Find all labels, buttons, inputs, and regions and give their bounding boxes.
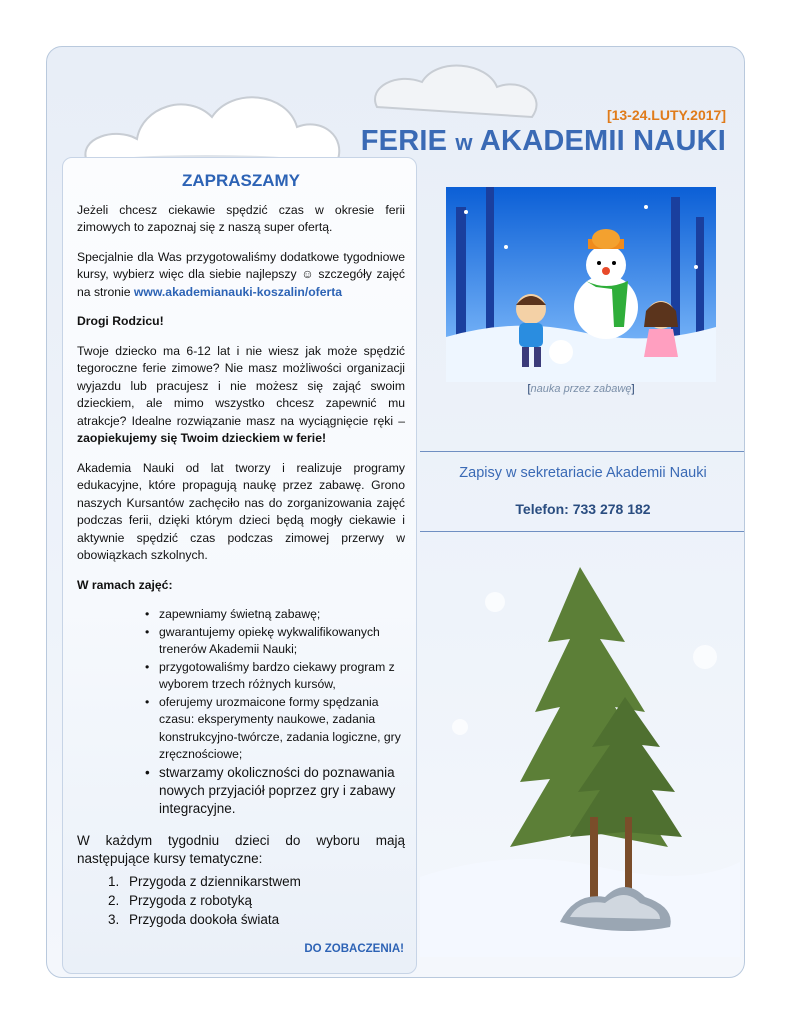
special-text: Specjalnie dla Was przygotowaliśmy dodatkowe tygodniowe kursy, wybierz więc dla siebie najlepszy ☺ szczegóły zajęć na stronie www.akademianauki-koszalin/oferta (77, 249, 405, 299)
activities-list (77, 606, 405, 818)
divider-bottom (420, 531, 745, 532)
list-item: 1. Przygoda z dziennikarstwem (123, 872, 405, 891)
divider-top (420, 451, 745, 452)
w-ramach-heading: W ramach zajęć: (77, 577, 173, 592)
image-caption: [nauka przez zabawę] (527, 383, 635, 395)
left-column (62, 157, 417, 974)
list-item: • zapewniamy świetną zabawę; (159, 606, 405, 624)
dear-parent: Drogi Rodzicu! (77, 314, 164, 328)
weekly-courses-text: W każdym tygodniu dzieci do wyboru mają następujące kursy tematyczne: (77, 832, 405, 866)
paragraph-1: Twoje dziecko ma 6-12 lat i nie wiesz jak może spędzić tegoroczne ferie zimowe? Nie masz możliwości organizacji wyjazdu lub pracujesz i nie możesz się zająć swoim dzieckiem, ale mimo wszystko chcesz zapewnić mu atrakcje? Idealne rozwiązanie masz na wyciągnięcie ręki – zaopiekujemy się Twoim dzieckiem w ferie! (77, 343, 405, 445)
list-item: • przygotowaliśmy bardzo ciekawy program z wyborem trzech różnych kursów, (159, 659, 405, 694)
closing-text: DO ZOBACZENIA! (304, 943, 404, 955)
list-item: 3. Przygoda dookoła świata (123, 910, 405, 929)
signup-text: Zapisy w sekretariacie Akademii Nauki (459, 465, 707, 481)
courses-list (77, 872, 405, 929)
list-item: • stwarzamy okoliczności do poznawania nowych przyjaciół poprzez gry i zabawy integracyjne. (159, 764, 405, 818)
list-item: • oferujemy urozmaicone formy spędzania czasu: eksperymenty naukowe, zadania konstrukcyjno-twórcze, zadania logiczne, gry zręcznościowe; (159, 694, 405, 764)
snowman-kids-image (446, 187, 716, 382)
pine-trees-illustration (420, 547, 740, 957)
offer-link[interactable]: www.akademianauki-koszalin/oferta (133, 284, 343, 299)
paragraph-2: Akademia Nauki od lat tworzy i realizuje programy edukacyjne, które propagują naukę przez zabawę. Grono naszych Kursantów zachęciło nas do zorganizowania zajęć podczas ferii, dzięki którym dzieci będą mogły ciekawie i aktywnie spędzić czas podczas zimowej przerwy w obowiązkach szkolnych. (77, 460, 405, 562)
page-frame (46, 46, 745, 978)
heading-zapraszamy: ZAPRASZAMY (181, 171, 301, 190)
list-item: 2. Przygoda z robotyką (123, 891, 405, 910)
page-title: FERIE w AKADEMII NAUKI (360, 125, 726, 157)
phone-number: Telefon: 733 278 182 (515, 501, 651, 517)
list-item: • gwarantujemy opiekę wykwalifikowanych trenerów Akademii Nauki; (159, 624, 405, 659)
intro-text: Jeżeli chcesz ciekawie spędzić czas w okresie ferii zimowych to zapoznaj się z naszą super ofertą. (77, 202, 405, 234)
event-date: [13-24.LUTY.2017] (606, 107, 726, 123)
